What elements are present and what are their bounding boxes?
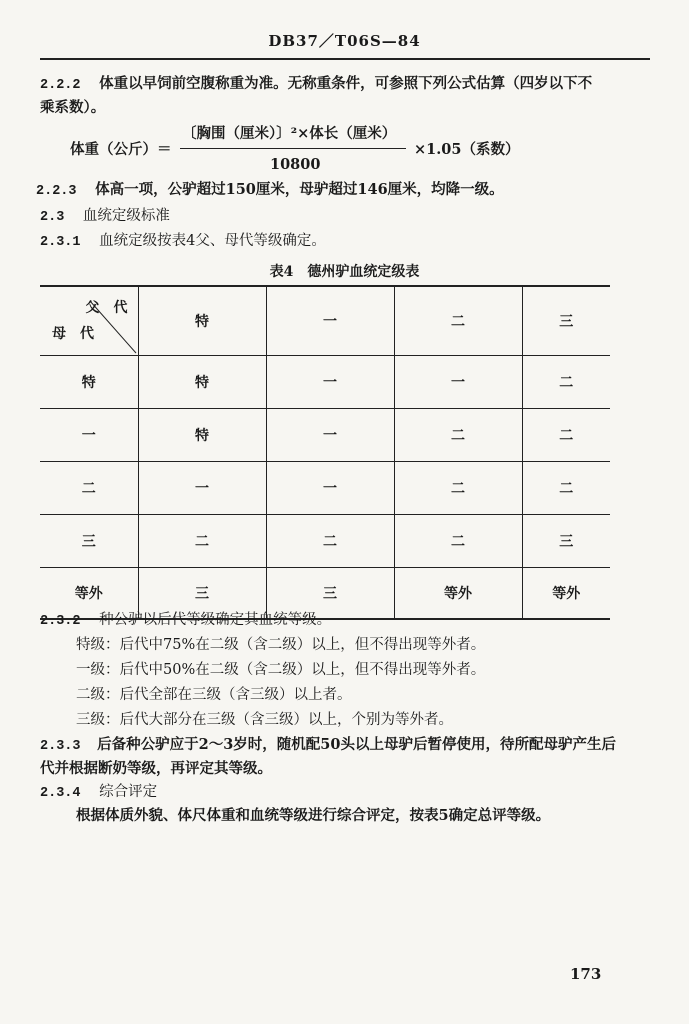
table-cell: 一 xyxy=(266,409,394,462)
table-row xyxy=(40,462,610,515)
grade-criterion: 三级：后代大部分在三级（含三级）以上，个别为等外者。 xyxy=(76,712,453,728)
table-header-row xyxy=(40,286,610,356)
row-header: 特 xyxy=(40,356,138,409)
table-cell: 二 xyxy=(522,462,610,515)
section-text: 体高一项，公驴超过150厘米，母驴超过146厘米，均降一级。 xyxy=(95,181,504,198)
column-header: 一 xyxy=(266,286,394,356)
row-header: 等外 xyxy=(40,568,138,620)
table-cell: 等外 xyxy=(522,568,610,620)
table-cell: 一 xyxy=(266,462,394,515)
table-cell: 特 xyxy=(138,409,266,462)
formula-lhs: 体重（公斤）＝ xyxy=(70,141,172,158)
table-cell: 特 xyxy=(138,356,266,409)
formula-numerator: 〔胸围（厘米）〕²×体长（厘米） xyxy=(182,125,397,142)
corner-cell xyxy=(40,286,138,356)
table-cell: 二 xyxy=(522,409,610,462)
table-cell: 三 xyxy=(138,568,266,620)
section-2-2-3 xyxy=(36,180,504,202)
section-number: 2.3.1 xyxy=(40,235,81,250)
section-number: 2.2.2 xyxy=(40,78,81,93)
table-cell: 等外 xyxy=(394,568,522,620)
section-2-3-4-body: 根据体质外貌、体尺体重和血统等级进行综合评定，按表5确定总评等级。 xyxy=(76,807,551,824)
table-cell: 二 xyxy=(394,515,522,568)
column-header: 三 xyxy=(522,286,610,356)
section-2-3-2 xyxy=(40,610,331,632)
section-2-3-3 xyxy=(40,735,616,757)
section-number: 2.3.2 xyxy=(40,614,81,629)
section-number: 2.3 xyxy=(40,210,65,225)
section-text: 后备种公驴应于2～3岁时，随机配50头以上母驴后暂停使用，待所配母驴产生后 xyxy=(97,736,616,753)
table-cell: 二 xyxy=(394,409,522,462)
table-cell: 一 xyxy=(266,356,394,409)
formula-denominator: 10800 xyxy=(270,156,321,173)
table-row xyxy=(40,356,610,409)
section-number: 2.3.4 xyxy=(40,786,81,801)
section-number: 2.2.3 xyxy=(36,184,77,199)
sire-label: 父 代 xyxy=(85,300,128,316)
table-cell: 二 xyxy=(394,462,522,515)
section-2-3 xyxy=(40,206,170,228)
column-header: 二 xyxy=(394,286,522,356)
section-text: 体重以早饲前空腹称重为准。无称重条件，可参照下列公式估算（四岁以下不 xyxy=(99,75,593,92)
fraction-bar xyxy=(180,148,406,149)
section-2-3-4 xyxy=(40,782,157,804)
row-header: 三 xyxy=(40,515,138,568)
column-header: 特 xyxy=(138,286,266,356)
section-text: 种公驴以后代等级确定其血统等级。 xyxy=(99,612,332,628)
row-header: 一 xyxy=(40,409,138,462)
table-cell: 二 xyxy=(266,515,394,568)
table-cell: 二 xyxy=(522,356,610,409)
table-cell: 一 xyxy=(138,462,266,515)
table-row xyxy=(40,515,610,568)
table-row xyxy=(40,409,610,462)
page-number: 173 xyxy=(570,965,602,983)
section-2-3-3-cont: 代并根据断奶等级，再评定其等级。 xyxy=(40,760,272,777)
dam-label: 母 代 xyxy=(52,326,94,342)
section-text: 血统定级标准 xyxy=(82,208,170,224)
table-caption: 表4 德州驴血统定级表 xyxy=(269,264,420,280)
table-cell: 三 xyxy=(266,568,394,620)
table-cell: 一 xyxy=(394,356,522,409)
grade-criterion: 特级：后代中75%在二级（含二级）以上，但不得出现等外者。 xyxy=(76,637,486,653)
row-header: 二 xyxy=(40,462,138,515)
formula-factor: ×1.05（系数） xyxy=(414,141,520,158)
grade-criterion: 一级：后代中50%在二级（含二级）以上，但不得出现等外者。 xyxy=(76,662,486,678)
section-number: 2.3.3 xyxy=(40,739,81,754)
section-2-2-2 xyxy=(40,74,592,96)
grade-criterion: 二级：后代全部在三级（含三级）以上者。 xyxy=(76,687,352,703)
table-cell: 三 xyxy=(522,515,610,568)
header-rule xyxy=(40,58,650,60)
bloodline-grading-table xyxy=(40,285,610,620)
section-text: 综合评定 xyxy=(99,784,158,800)
section-2-2-2-cont: 乘系数）。 xyxy=(40,99,106,116)
section-text: 血统定级按表4父、母代等级确定。 xyxy=(99,233,326,249)
document-code-header: DB37／T06S—84 xyxy=(268,32,421,50)
table-cell: 二 xyxy=(138,515,266,568)
section-2-3-1 xyxy=(40,231,326,253)
